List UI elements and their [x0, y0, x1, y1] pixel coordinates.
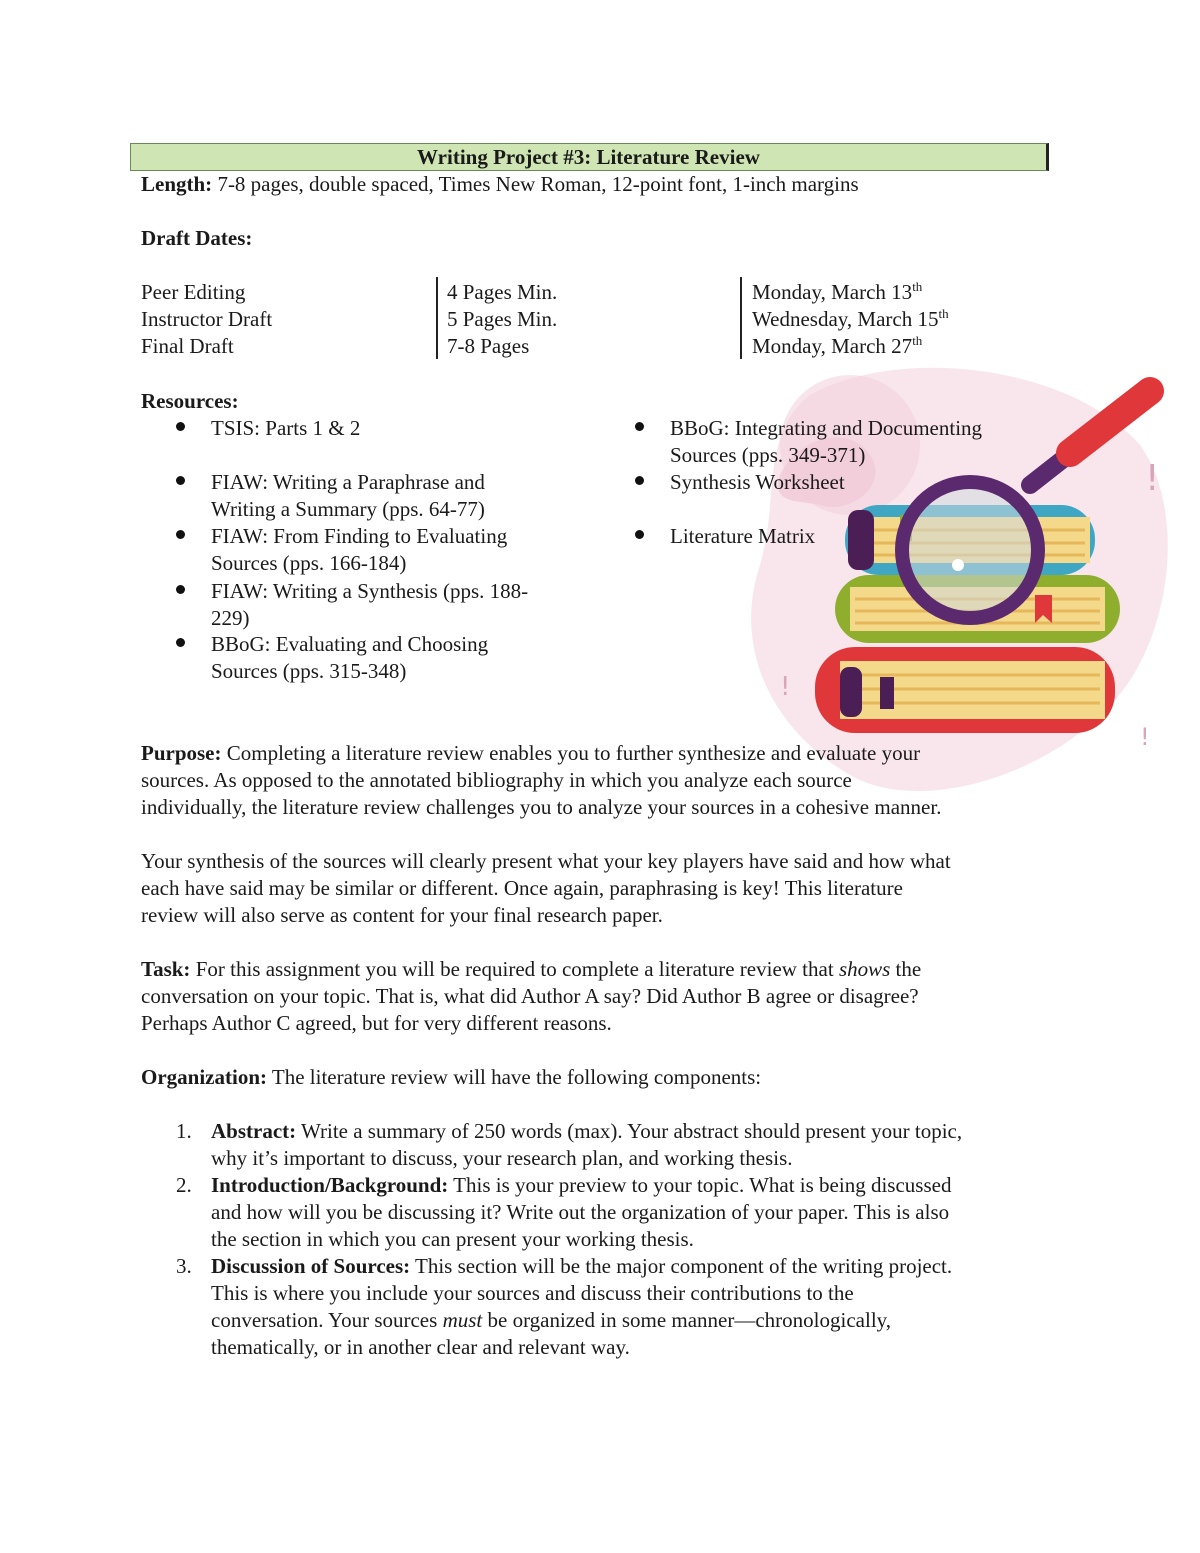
task-line: Perhaps Author C agreed, but for very different reasons. — [141, 1011, 612, 1035]
bullet-icon — [176, 585, 185, 594]
resource-item: Sources (pps. 166-184) — [211, 551, 407, 575]
draft-row-pages: 5 Pages Min. — [447, 307, 558, 331]
list-item: conversation. Your sources must be organized in some manner—chronologically, — [211, 1308, 892, 1332]
length-text: 7-8 pages, double spaced, Times New Roman, 12-point font, 1-inch margins — [212, 172, 859, 196]
resource-item: Literature Matrix — [670, 524, 816, 548]
bullet-icon — [176, 422, 185, 431]
list-item: and how will you be discussing it? Write out the organization of your paper. This is also — [211, 1200, 950, 1224]
resources-label: Resources: — [141, 389, 239, 413]
resource-item: FIAW: Writing a Paraphrase and — [211, 470, 485, 494]
synthesis-line: review will also serve as content for your final research paper. — [141, 903, 663, 927]
purpose-line: sources. As opposed to the annotated bibliography in which you analyze each source — [141, 768, 852, 792]
synthesis-line: Your synthesis of the sources will clearly present what your key players have said and how what — [141, 849, 951, 873]
purpose-line: individually, the literature review challenges you to analyze your sources in a cohesive manner. — [141, 795, 942, 819]
page-title: Writing Project #3: Literature Review — [417, 145, 760, 169]
bullet-icon — [176, 638, 185, 647]
list-item: This is where you include your sources and discuss their contributions to the — [211, 1281, 854, 1305]
list-number: 1. — [176, 1119, 192, 1143]
task-line: conversation on your topic. That is, what did Author A say? Did Author B agree or disagree? — [141, 984, 919, 1008]
length-label: Length: — [141, 172, 213, 196]
synthesis-line: each have said may be similar or different. Once again, paraphrasing is key! This literature — [141, 876, 903, 900]
bullet-icon — [176, 476, 185, 485]
resource-item: FIAW: From Finding to Evaluating — [211, 524, 508, 548]
draft-row-date: Wednesday, March 15th — [752, 306, 949, 331]
resource-item: FIAW: Writing a Synthesis (pps. 188- — [211, 579, 529, 603]
purpose-line: Purpose: Completing a literature review enables you to further synthesize and evaluate your — [141, 741, 921, 765]
list-number: 2. — [176, 1173, 192, 1197]
svg-text:!: ! — [1140, 723, 1150, 751]
resource-item: Writing a Summary (pps. 64-77) — [211, 497, 485, 521]
draft-dates-heading — [141, 225, 252, 252]
list-item: thematically, or in another clear and relevant way. — [211, 1335, 630, 1359]
list-item: Introduction/Background: This is your preview to your topic. What is being discussed — [211, 1173, 952, 1197]
resource-item: TSIS: Parts 1 & 2 — [211, 416, 361, 440]
resource-item: Sources (pps. 315-348) — [211, 659, 407, 683]
organization-line: Organization: The literature review will have the following components: — [141, 1065, 762, 1089]
bullet-icon — [176, 530, 185, 539]
list-number: 3. — [176, 1254, 192, 1278]
length-line — [141, 171, 859, 198]
resource-item: Sources (pps. 349-371) — [670, 443, 866, 467]
list-item: Abstract: Write a summary of 250 words (max). Your abstract should present your topic, — [211, 1119, 963, 1143]
draft-row-name: Peer Editing — [141, 280, 246, 304]
resources-heading — [141, 388, 239, 415]
list-item: why it’s important to discuss, your research plan, and working thesis. — [211, 1146, 793, 1170]
resource-item: BBoG: Integrating and Documenting — [670, 416, 983, 440]
bullet-icon — [635, 422, 644, 431]
resource-item: 229) — [211, 606, 250, 630]
organization-label: Organization: — [141, 1065, 267, 1089]
table-divider — [740, 277, 742, 359]
resource-item: Synthesis Worksheet — [670, 470, 845, 494]
draft-row-name: Final Draft — [141, 334, 234, 358]
draft-dates-label: Draft Dates: — [141, 226, 253, 250]
task-line: Task: For this assignment you will be required to complete a literature review that shows the — [141, 957, 922, 981]
resource-item: BBoG: Evaluating and Choosing — [211, 632, 489, 656]
draft-row-name: Instructor Draft — [141, 307, 273, 331]
list-item: Discussion of Sources: This section will be the major component of the writing project. — [211, 1254, 953, 1278]
draft-row-pages: 7-8 Pages — [447, 334, 530, 358]
title-bar — [130, 143, 1049, 171]
draft-row-date: Monday, March 13th — [752, 279, 923, 304]
task-label: Task: — [141, 957, 191, 981]
svg-text:!: ! — [780, 672, 791, 702]
svg-text:!: ! — [1145, 458, 1160, 499]
list-item: the section in which you can present your working thesis. — [211, 1227, 694, 1251]
draft-row-pages: 4 Pages Min. — [447, 280, 558, 304]
bullet-icon — [635, 476, 644, 485]
table-divider — [436, 277, 438, 359]
bullet-icon — [635, 530, 644, 539]
draft-row-date: Monday, March 27th — [752, 333, 923, 358]
purpose-label: Purpose: — [141, 741, 222, 765]
